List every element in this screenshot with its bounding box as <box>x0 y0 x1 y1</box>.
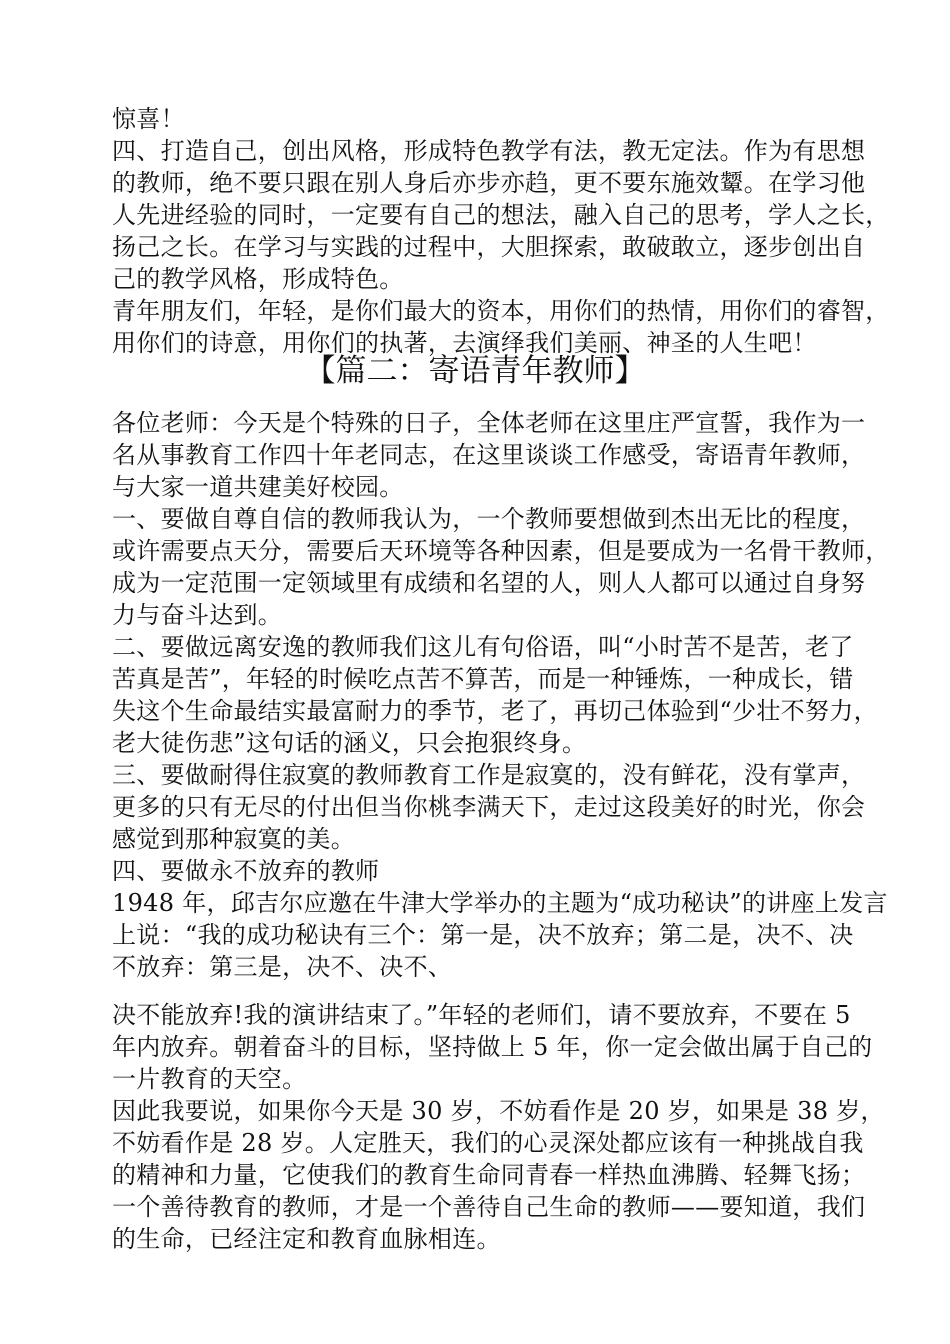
text-line: 年内放弃。朝着奋斗的目标，坚持做上 5 年，你一定会做出属于自己的 <box>112 1033 873 1061</box>
text-line: 三、要做耐得住寂寞的教师教育工作是寂寞的，没有鲜花，没有掌声， <box>112 761 866 789</box>
text-line: 用你们的诗意，用你们的执著，去演绎我们美丽、神圣的人生吧！ <box>112 329 817 357</box>
text-line: 各位老师：今天是个特殊的日子，全体老师在这里庄严宣誓，我作为一 <box>112 409 866 437</box>
text-line: 与大家一道共建美好校园。 <box>112 473 404 501</box>
text-line: 的教师，绝不要只跟在别人身后亦步亦趋，更不要东施效颦。在学习他 <box>112 169 866 197</box>
text-line: 失这个生命最结实最富耐力的季节，老了，再切己体验到“少壮不努力， <box>112 697 878 725</box>
text-line: 1948 年，邱吉尔应邀在牛津大学举办的主题为“成功秘诀”的讲座上发言 <box>112 889 888 917</box>
text-line: 二、要做远离安逸的教师我们这儿有句俗语，叫“小时苦不是苦，老了 <box>112 633 854 661</box>
text-line: 四、打造自己，创出风格，形成特色教学有法，教无定法。作为有思想 <box>112 137 866 165</box>
text-line: 四、要做永不放弃的教师 <box>112 857 380 885</box>
text-line: 苦真是苦”，年轻的时候吃点苦不算苦，而是一种锤炼，一种成长，错 <box>112 665 854 693</box>
text-line: 的生命，已经注定和教育血脉相连。 <box>112 1225 501 1253</box>
text-line: 青年朋友们，年轻，是你们最大的资本，用你们的热情，用你们的睿智， <box>112 297 890 325</box>
text-line: 扬己之长。在学习与实践的过程中，大胆探索，敢破敢立，逐步创出自 <box>112 233 866 261</box>
text-line: 不妨看作是 28 岁。人定胜天，我们的心灵深处都应该有一种挑战自我 <box>112 1129 864 1157</box>
text-line: 更多的只有无尽的付出但当你桃李满天下，走过这段美好的时光，你会 <box>112 793 866 821</box>
text-line: 名从事教育工作四十年老同志，在这里谈谈工作感受，寄语青年教师， <box>112 441 866 469</box>
text-line: 己的教学风格，形成特色。 <box>112 265 404 293</box>
text-line: 因此我要说，如果你今天是 30 岁，不妨看作是 20 岁，如果是 38 岁， <box>112 1097 885 1125</box>
text-line: 惊喜！ <box>112 105 185 133</box>
text-line: 的精神和力量，它使我们的教育生命同青春一样热血沸腾、轻舞飞扬； <box>112 1161 866 1189</box>
text-line: 感觉到那种寂寞的美。 <box>112 825 355 853</box>
text-line: 一个善待教育的教师，才是一个善待自己生命的教师——要知道，我们 <box>112 1193 866 1221</box>
text-line: 上说：“我的成功秘诀有三个：第一是，决不放弃；第二是，决不、决 <box>112 921 854 949</box>
text-line: 决不能放弃!我的演讲结束了。”年轻的老师们，请不要放弃，不要在 5 <box>112 1001 851 1029</box>
section-title: 【篇二：寄语青年教师】 <box>304 353 646 389</box>
text-line: 一片教育的天空。 <box>112 1065 307 1093</box>
text-line: 人先进经验的同时，一定要有自己的想法，融入自己的思考，学人之长， <box>112 201 890 229</box>
text-line: 或许需要点天分，需要后天环境等各种因素，但是要成为一名骨干教师， <box>112 537 890 565</box>
text-line: 不放弃：第三是，决不、决不、 <box>112 953 453 981</box>
text-line: 老大徒伤悲”这句话的涵义，只会抱狠终身。 <box>112 729 587 757</box>
text-line: 一、要做自尊自信的教师我认为，一个教师要想做到杰出无比的程度， <box>112 505 866 533</box>
text-line: 力与奋斗达到。 <box>112 601 283 629</box>
text-line: 成为一定范围一定领域里有成绩和名望的人，则人人都可以通过自身努 <box>112 569 866 597</box>
